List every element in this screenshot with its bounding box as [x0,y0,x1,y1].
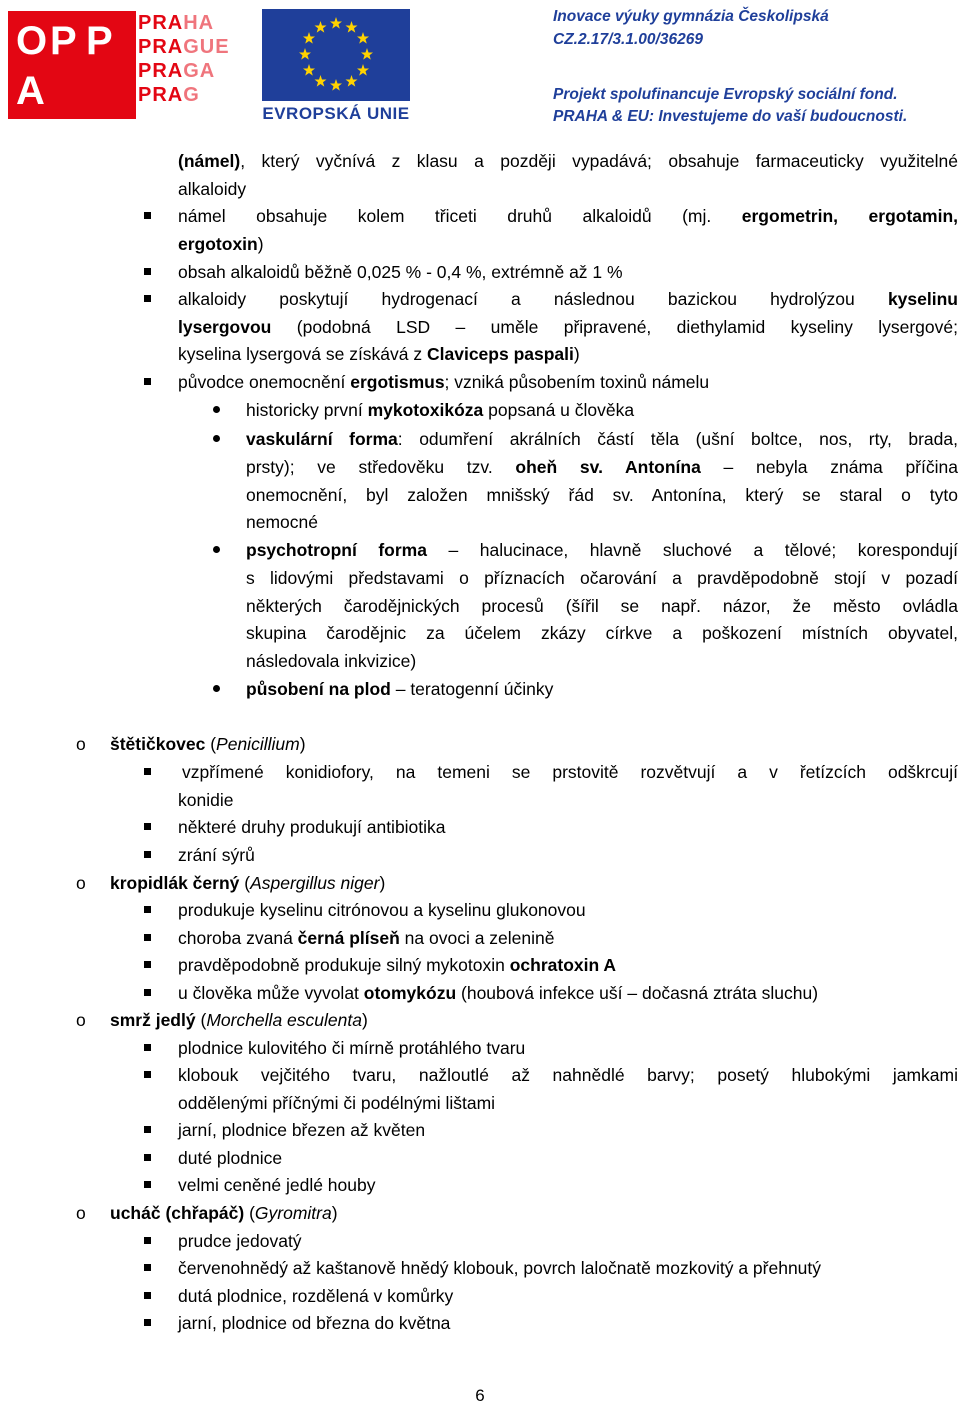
square-bullet-icon [144,934,151,941]
circle-bullet-icon: o [76,873,86,893]
text-line: prudce jedovatý [178,1231,302,1251]
text-line: jarní, plodnice březen až květen [178,1120,426,1140]
text-line: kyselina lysergová se získává z Claviceps paspali) [178,344,580,364]
text-line: vzpřímené konidiofory, na temeni se prstovitě rozvětvují a v řetízcích odškrcují [182,762,958,782]
text-line: alkaloidy poskytují hydrogenací a následnou bazickou hydrolýzou kyselinu [178,289,958,309]
round-bullet-icon [213,435,220,442]
round-bullet-icon [213,406,220,413]
text-line: pravděpodobně produkuje silný mykotoxin ochratoxin A [178,955,617,975]
text-line: některé druhy produkují antibiotika [178,817,446,837]
square-bullet-icon [144,1126,151,1133]
text-line: obsah alkaloidů běžně 0,025 % - 0,4 %, extrémně až 1 % [178,262,623,282]
text-line: červenohnědý až kaštanově hnědý klobouk, povrch laločnatě mozkovitý a přehnutý [178,1258,822,1278]
text-line: námel obsahuje kolem třiceti druhů alkaloidů (mj. ergometrin, ergotamin, [178,206,958,226]
square-bullet-icon [144,268,151,275]
text-line: duté plodnice [178,1148,283,1168]
text-line: plodnice kulovitého či mírně protáhlého tvaru [178,1038,526,1058]
square-bullet-icon [144,1292,151,1299]
text-line: původce onemocnění ergotismus; vzniká působením toxinů námelu [178,372,710,392]
square-bullet-icon [144,768,151,775]
text-line: onemocnění, byl založen mnišský řád sv. Antonína, který se staral o tyto [246,485,958,505]
text-line: smrž jedlý (Morchella esculenta) [110,1010,368,1030]
text-line: vaskulární forma: odumření akrálních částí těla (ušní boltce, nos, rty, brada, [246,429,958,449]
eu-label: EVROPSKÁ UNIE [262,104,410,123]
square-bullet-icon [144,823,151,830]
text-line: lysergovou (podobná LSD – uměle připravené, diethylamid kyseliny lysergové; [178,317,958,337]
square-bullet-icon [144,1071,151,1078]
text-line: následovala inkvizice) [246,651,417,671]
square-bullet-icon [144,1237,151,1244]
square-bullet-icon [144,1319,151,1326]
text-line: konidie [178,790,234,810]
circle-bullet-icon: o [76,1203,86,1223]
square-bullet-icon [144,1044,151,1051]
text-line: s lidovými představami o příznacích očarování a pravděpodobně stojí v pozadí [246,568,958,588]
esf-note: Projekt spolufinancuje Evropský sociální fond. [553,86,898,103]
page-header [0,0,960,135]
square-bullet-icon [144,961,151,968]
project-title: Inovace výuky gymnázia Českolipská [553,8,829,25]
text-line: dutá plodnice, rozdělená v komůrky [178,1286,454,1306]
square-bullet-icon [144,1154,151,1161]
text-line: zrání sýrů [178,845,255,865]
text-line: působení na plod – teratogenní účinky [246,679,554,699]
text-line: ergotoxin) [178,234,264,254]
text-line: ucháč (chřapáč) (Gyromitra) [110,1203,338,1223]
round-bullet-icon [213,685,220,692]
praha-logo: PRAHA PRAGUE PRAGA PRAG [138,12,230,106]
text-line: jarní, plodnice od března do května [178,1313,451,1333]
text-line: nemocné [246,512,318,532]
square-bullet-icon [144,1181,151,1188]
project-code: CZ.2.17/3.1.00/36269 [553,31,703,48]
text-line: štětičkovec (Penicillium) [110,734,306,754]
circle-bullet-icon: o [76,1010,86,1030]
square-bullet-icon [144,851,151,858]
square-bullet-icon [144,906,151,913]
square-bullet-icon [144,378,151,385]
text-line: velmi ceněné jedlé houby [178,1175,376,1195]
eu-logo [262,9,410,125]
text-line: oddělenými příčnými či podélnými lištami [178,1093,496,1113]
eu-flag-icon [262,9,410,101]
text-line: psychotropní forma – halucinace, hlavně sluchové a tělové; korespondují [246,540,959,560]
square-bullet-icon [144,212,151,219]
square-bullet-icon [144,989,151,996]
text-line: choroba zvaná černá plíseň na ovoci a zelenině [178,928,555,948]
square-bullet-icon [144,295,151,302]
text-line: prsty); ve středověku tzv. oheň sv. Antonína – nebyla známa příčina [246,457,958,477]
motto: PRAHA & EU: Investujeme do vaší budoucnosti. [553,108,908,125]
page-number: 6 [475,1386,485,1405]
text-line: (námel), který vyčnívá z klasu a později vypadává; obsahuje farmaceuticky využitelné [178,151,958,171]
text-line: klobouk vejčitého tvaru, nažloutlé až nahnědlé barvy; posetý hlubokými jamkami [178,1065,958,1085]
round-bullet-icon [213,546,220,553]
oppa-logo: O P P A [8,11,136,119]
text-line: skupina čarodějnic za účelem zkázy církve a poškození místních obyvatel, [246,623,958,643]
text-line: alkaloidy [178,179,247,199]
text-line: některých čarodějnických procesů (šířil se např. názor, že město ovládla [246,596,958,616]
text-line: u člověka může vyvolat otomykózu (houbová infekce uší – dočasná ztráta sluchu) [178,983,819,1003]
square-bullet-icon [144,1264,151,1271]
text-line: historicky první mykotoxikóza popsaná u člověka [246,400,635,420]
text-line: kropidlák černý (Aspergillus niger) [110,873,386,893]
text-line: produkuje kyselinu citrónovou a kyselinu glukonovou [178,900,586,920]
circle-bullet-icon: o [76,734,86,754]
